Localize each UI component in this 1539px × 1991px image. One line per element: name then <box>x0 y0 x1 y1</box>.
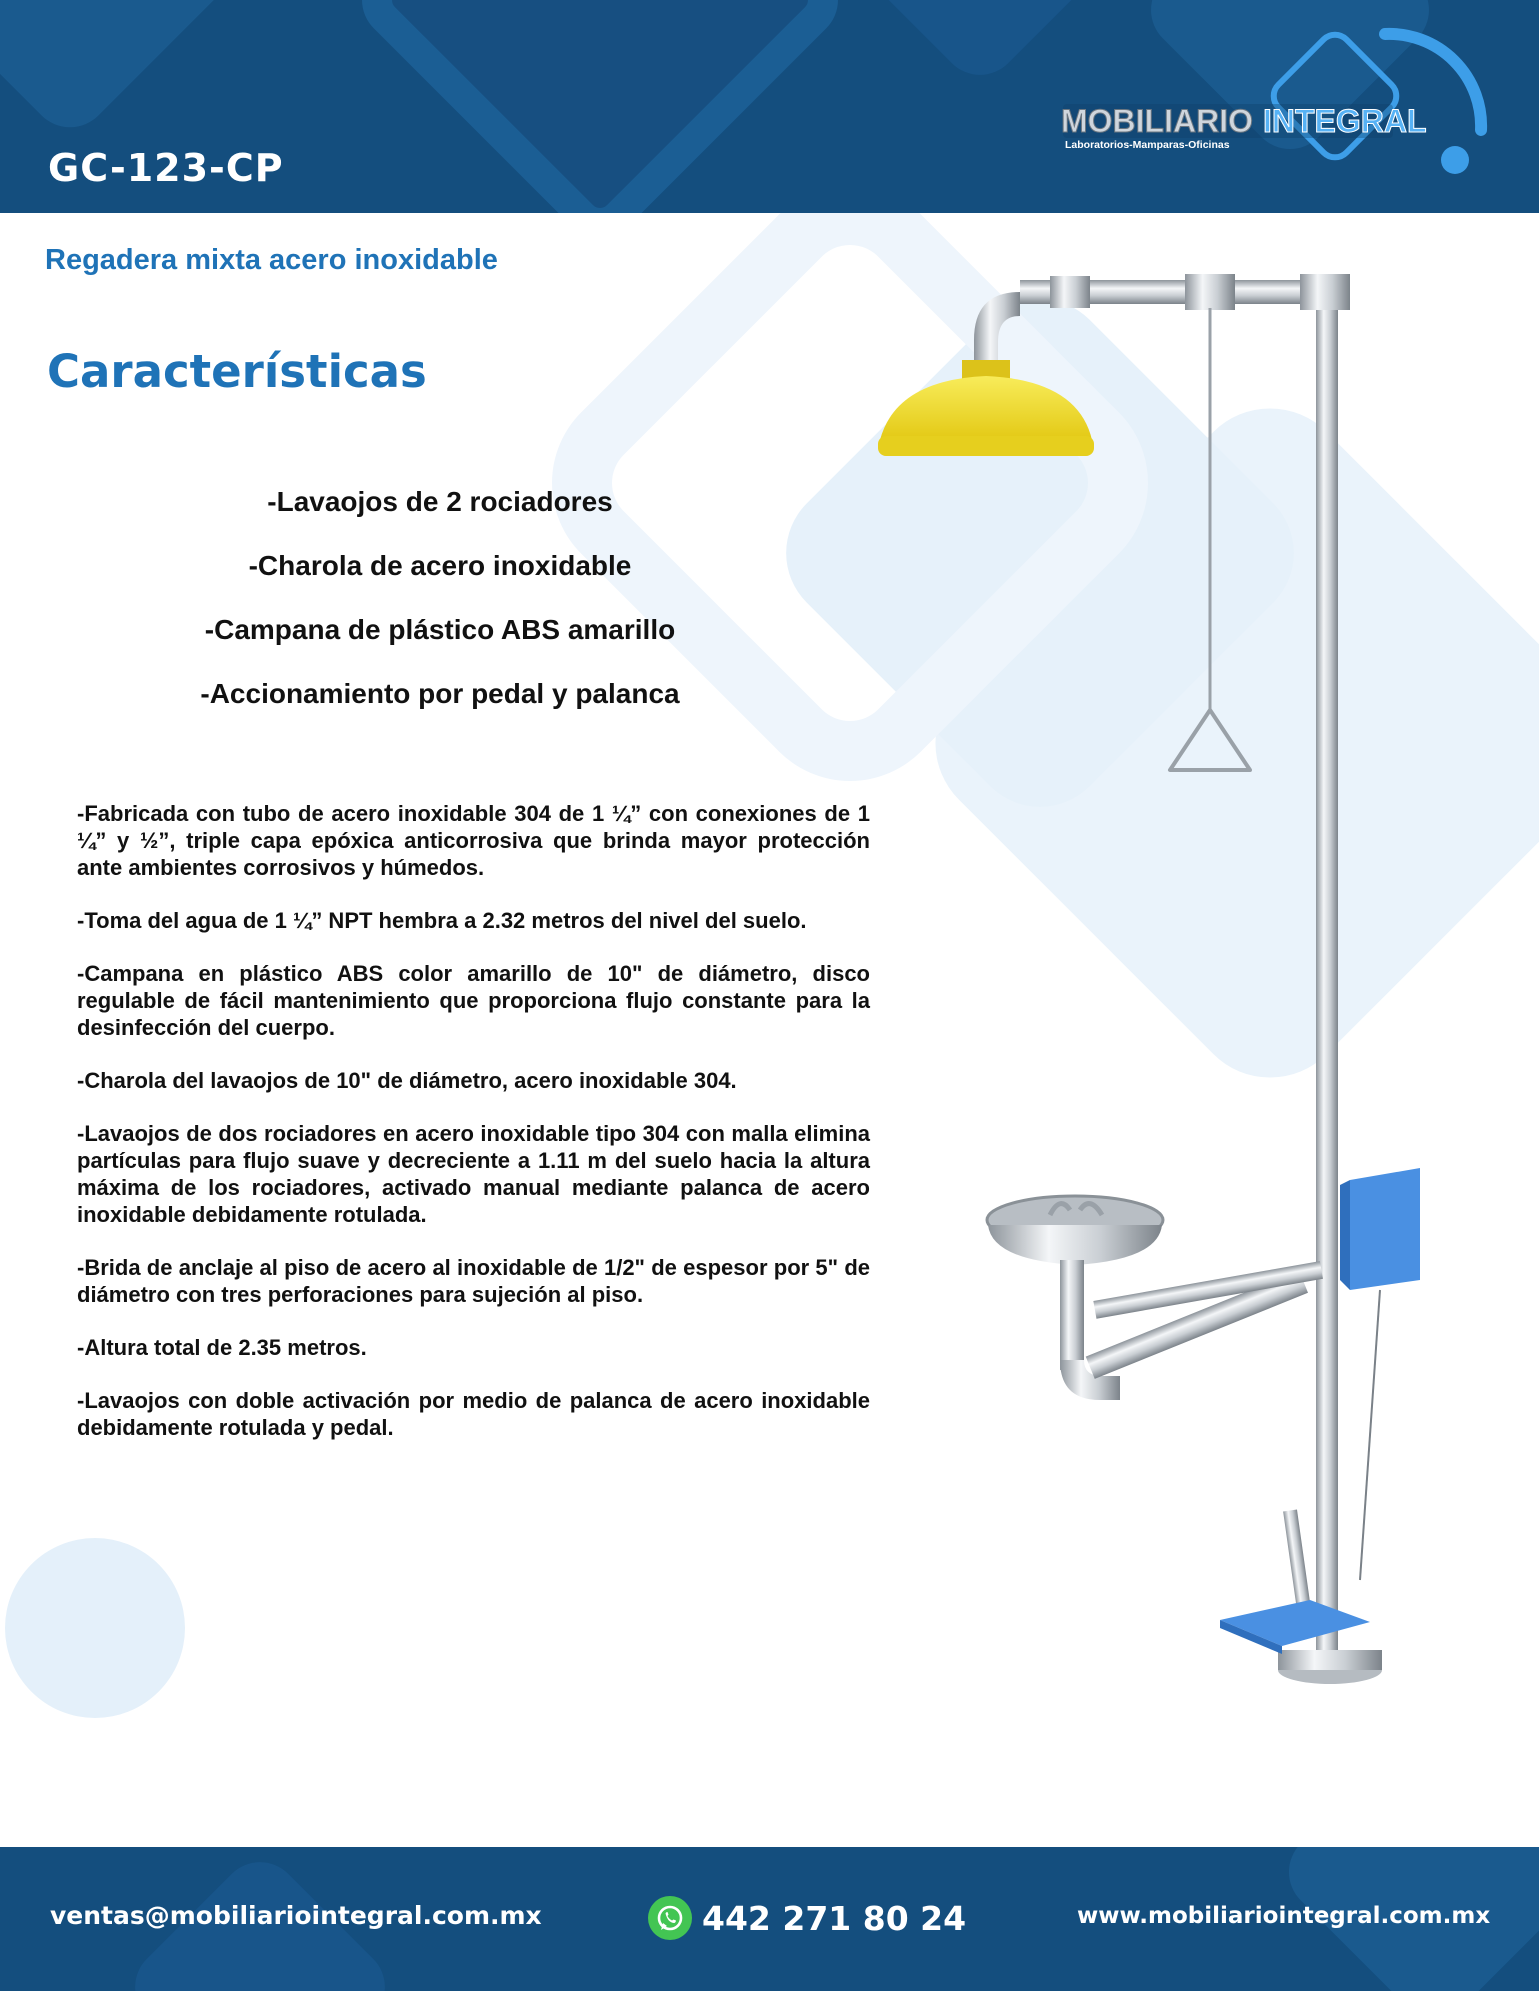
eyewash-sign <box>1350 1168 1420 1290</box>
main-pipe <box>1316 280 1338 1670</box>
description-paragraph: -Lavaojos de dos rociadores en acero inoxidable tipo 304 con malla elimina partículas para flujo suave y decreciente a 1.11 m del suelo hacia la altura máxima de los rociadores, activado manual mediante palanca de acero inoxidable debidamente rotulada. <box>77 1121 870 1227</box>
feature-item: -Charola de acero inoxidable <box>248 550 632 581</box>
foot-pedal <box>1220 1600 1370 1646</box>
brand-name-left: MOBILIARIO <box>1061 103 1253 139</box>
brand-logo <box>1055 20 1495 190</box>
product-subtitle: Regadera mixta acero inoxidable <box>45 244 498 276</box>
contact-email[interactable]: ventas@mobiliariointegral.com.mx <box>50 1901 542 1930</box>
header-banner <box>0 0 1539 213</box>
eyewash-bowl <box>987 1196 1163 1265</box>
contact-phone[interactable] <box>648 1895 966 1941</box>
description-paragraph: -Toma del agua de 1 ¼” NPT hembra a 2.32 metros del nivel del suelo. <box>77 908 807 933</box>
description-paragraph: -Altura total de 2.35 metros. <box>77 1335 367 1360</box>
feature-item: -Accionamiento por pedal y palanca <box>200 678 680 709</box>
description-block <box>77 800 870 1467</box>
shower-head <box>878 376 1094 456</box>
footer-banner <box>0 1847 1539 1991</box>
description-paragraph: -Charola del lavaojos de 10" de diámetro, acero inoxidable 304. <box>77 1068 737 1093</box>
website-link[interactable]: www.mobiliariointegral.com.mx <box>1077 1903 1491 1929</box>
brand-tagline: Laboratorios-Mamparas-Oficinas <box>1065 139 1230 151</box>
description-paragraph: -Lavaojos con doble activación por medio de palanca de acero inoxidable debidamente rotulada y pedal. <box>77 1388 870 1440</box>
product-code: GC-123-CP <box>48 146 284 190</box>
header-decoration <box>345 0 854 213</box>
header-decoration <box>0 0 254 144</box>
product-image <box>870 250 1430 1710</box>
brand-name-right: INTEGRAL <box>1263 103 1427 139</box>
description-paragraph: -Fabricada con tubo de acero inoxidable 304 de 1 ¼” con conexiones de 1 ¼” y ½”, triple capa epóxica anticorrosiva que brinda mayor protección ante ambientes corrosivos y húmedos. <box>77 801 870 880</box>
pull-handle <box>1170 710 1250 770</box>
phone-number: 442 271 80 24 <box>702 1898 967 1938</box>
feature-item: -Lavaojos de 2 rociadores <box>267 486 613 517</box>
description-paragraph: -Brida de anclaje al piso de acero al inoxidable de 1/2" de espesor por 5" de diámetro con tres perforaciones para sujeción al piso. <box>77 1255 870 1307</box>
section-title: Características <box>47 345 427 398</box>
description-paragraph: -Campana en plástico ABS color amarillo de 10" de diámetro, disco regulable de fácil mantenimiento que proporciona flujo constante para la desinfección del cuerpo. <box>77 961 870 1040</box>
feature-list <box>80 470 800 726</box>
whatsapp-icon <box>648 1896 692 1940</box>
feature-item: -Campana de plástico ABS amarillo <box>204 614 676 645</box>
